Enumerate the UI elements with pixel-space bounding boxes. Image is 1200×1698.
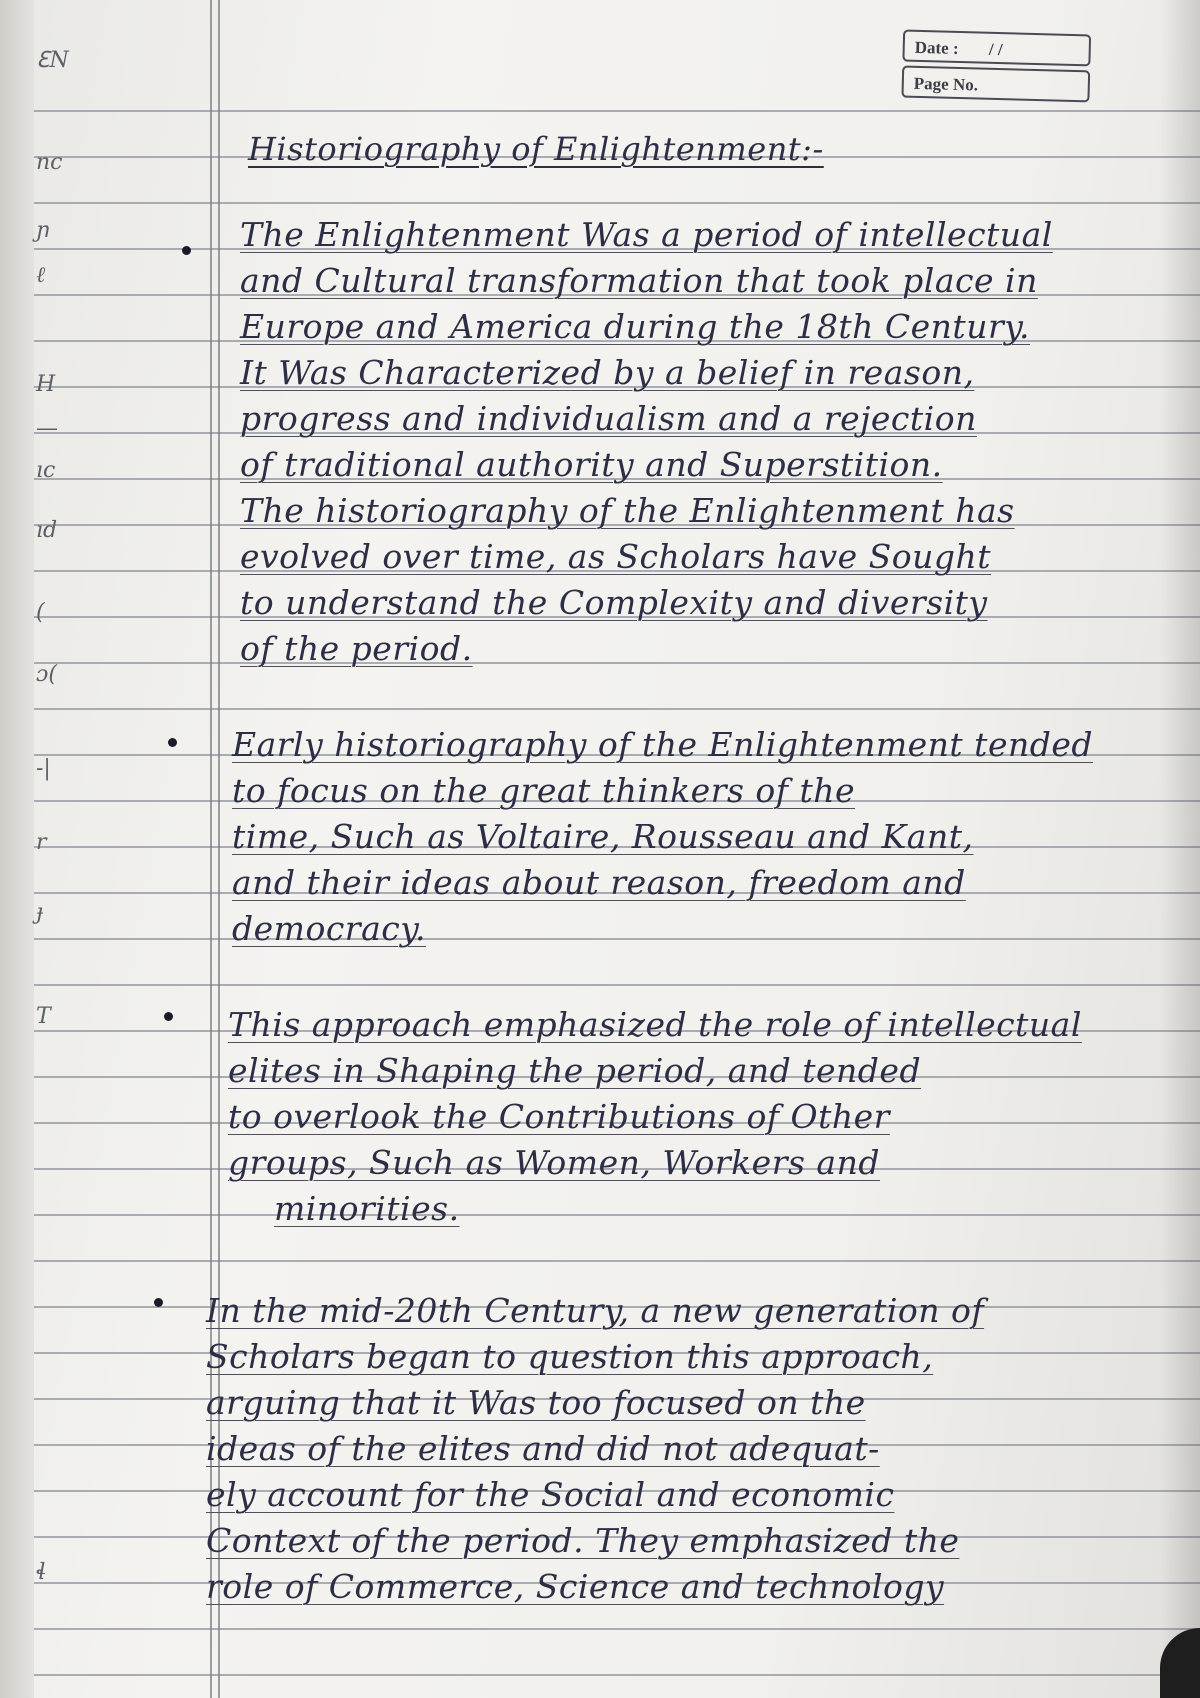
margin-mark: nc <box>36 150 63 175</box>
ruled-line <box>34 984 1200 986</box>
margin-mark: T <box>36 1004 51 1029</box>
text-line: progress and individualism and a rejection <box>240 399 977 438</box>
text-line: The historiography of the Enlightenment has <box>240 491 1015 530</box>
page-number-label: Page No. <box>913 73 979 95</box>
text-line: elites in Shaping the period, and tended <box>228 1051 922 1090</box>
adjacent-page-edge <box>0 0 34 1698</box>
text-line: and Cultural transformation that took place in <box>240 261 1038 300</box>
date-page-box <box>901 30 1093 125</box>
margin-mark: ɲ <box>36 218 51 243</box>
text-line: time, Such as Voltaire, Rousseau and Kant, <box>232 817 974 856</box>
margin-mark: ( <box>36 600 45 625</box>
ruled-line <box>34 708 1200 710</box>
text-line: evolved over time, as Scholars have Sought <box>240 537 991 576</box>
paragraph-1 <box>240 212 1053 672</box>
text-line: to overlook the Contributions of Other <box>228 1097 890 1136</box>
page-curl-shadow <box>1160 0 1200 1698</box>
margin-mark: H <box>36 372 56 397</box>
text-line: This approach emphasized the role of intellectual <box>228 1005 1082 1044</box>
text-line: arguing that it Was too focused on the <box>206 1383 866 1422</box>
margin-mark: ℇN <box>36 48 69 73</box>
margin-mark: ıc <box>36 458 56 483</box>
text-line: It Was Characterized by a belief in reason, <box>240 353 975 392</box>
ruled-line <box>34 1674 1200 1676</box>
date-value: / / <box>988 39 1003 60</box>
margin-mark: ɬ <box>36 1560 46 1585</box>
text-line: to understand the Complexity and diversity <box>240 583 988 622</box>
ruled-line <box>34 1260 1200 1262</box>
text-line: Scholars began to question this approach, <box>206 1337 934 1376</box>
bullet-point <box>168 738 177 747</box>
page-title: Historiography of Enlightenment:- <box>248 130 824 168</box>
text-line: and their ideas about reason, freedom and <box>232 863 966 902</box>
bullet-point <box>164 1012 173 1021</box>
paragraph-2 <box>232 722 1093 952</box>
margin-mark: — <box>36 416 58 441</box>
text-line: ideas of the elites and did not adequat- <box>206 1429 880 1468</box>
date-field <box>902 30 1091 67</box>
text-line: to focus on the great thinkers of the <box>232 771 856 810</box>
margin-mark: ℓ <box>36 263 46 288</box>
text-line: Early historiography of the Enlightenment tended <box>232 725 1094 764</box>
ruled-line <box>34 202 1200 204</box>
text-line: Europe and America during the 18th Century. <box>240 307 1030 346</box>
text-line: In the mid-20th Century, a new generation of <box>206 1291 985 1330</box>
ruled-line <box>34 1628 1200 1630</box>
text-line: groups, Such as Women, Workers and <box>228 1143 880 1182</box>
text-line: democracy. <box>232 909 426 948</box>
bullet-point <box>182 246 191 255</box>
text-line: role of Commerce, Science and technology <box>206 1567 945 1606</box>
margin-mark: ɔ( <box>36 662 57 687</box>
text-line: Context of the period. They emphasized the <box>206 1521 960 1560</box>
date-label: Date : <box>914 37 959 58</box>
paragraph-4 <box>206 1288 984 1610</box>
margin-mark: -| <box>36 756 51 781</box>
margin-mark: r <box>36 830 47 855</box>
page-number-field <box>901 66 1090 103</box>
text-line: minorities. <box>274 1189 460 1228</box>
text-line: The Enlightenment Was a period of intellectual <box>240 215 1053 254</box>
text-line: of the period. <box>240 629 473 668</box>
margin-mark: ɟ <box>36 900 43 925</box>
margin-mark: ıd <box>36 518 58 543</box>
text-line: ely account for the Social and economic <box>206 1475 895 1514</box>
paragraph-3 <box>228 1002 1082 1232</box>
bullet-point <box>154 1298 163 1307</box>
text-line: of traditional authority and Superstition. <box>240 445 943 484</box>
